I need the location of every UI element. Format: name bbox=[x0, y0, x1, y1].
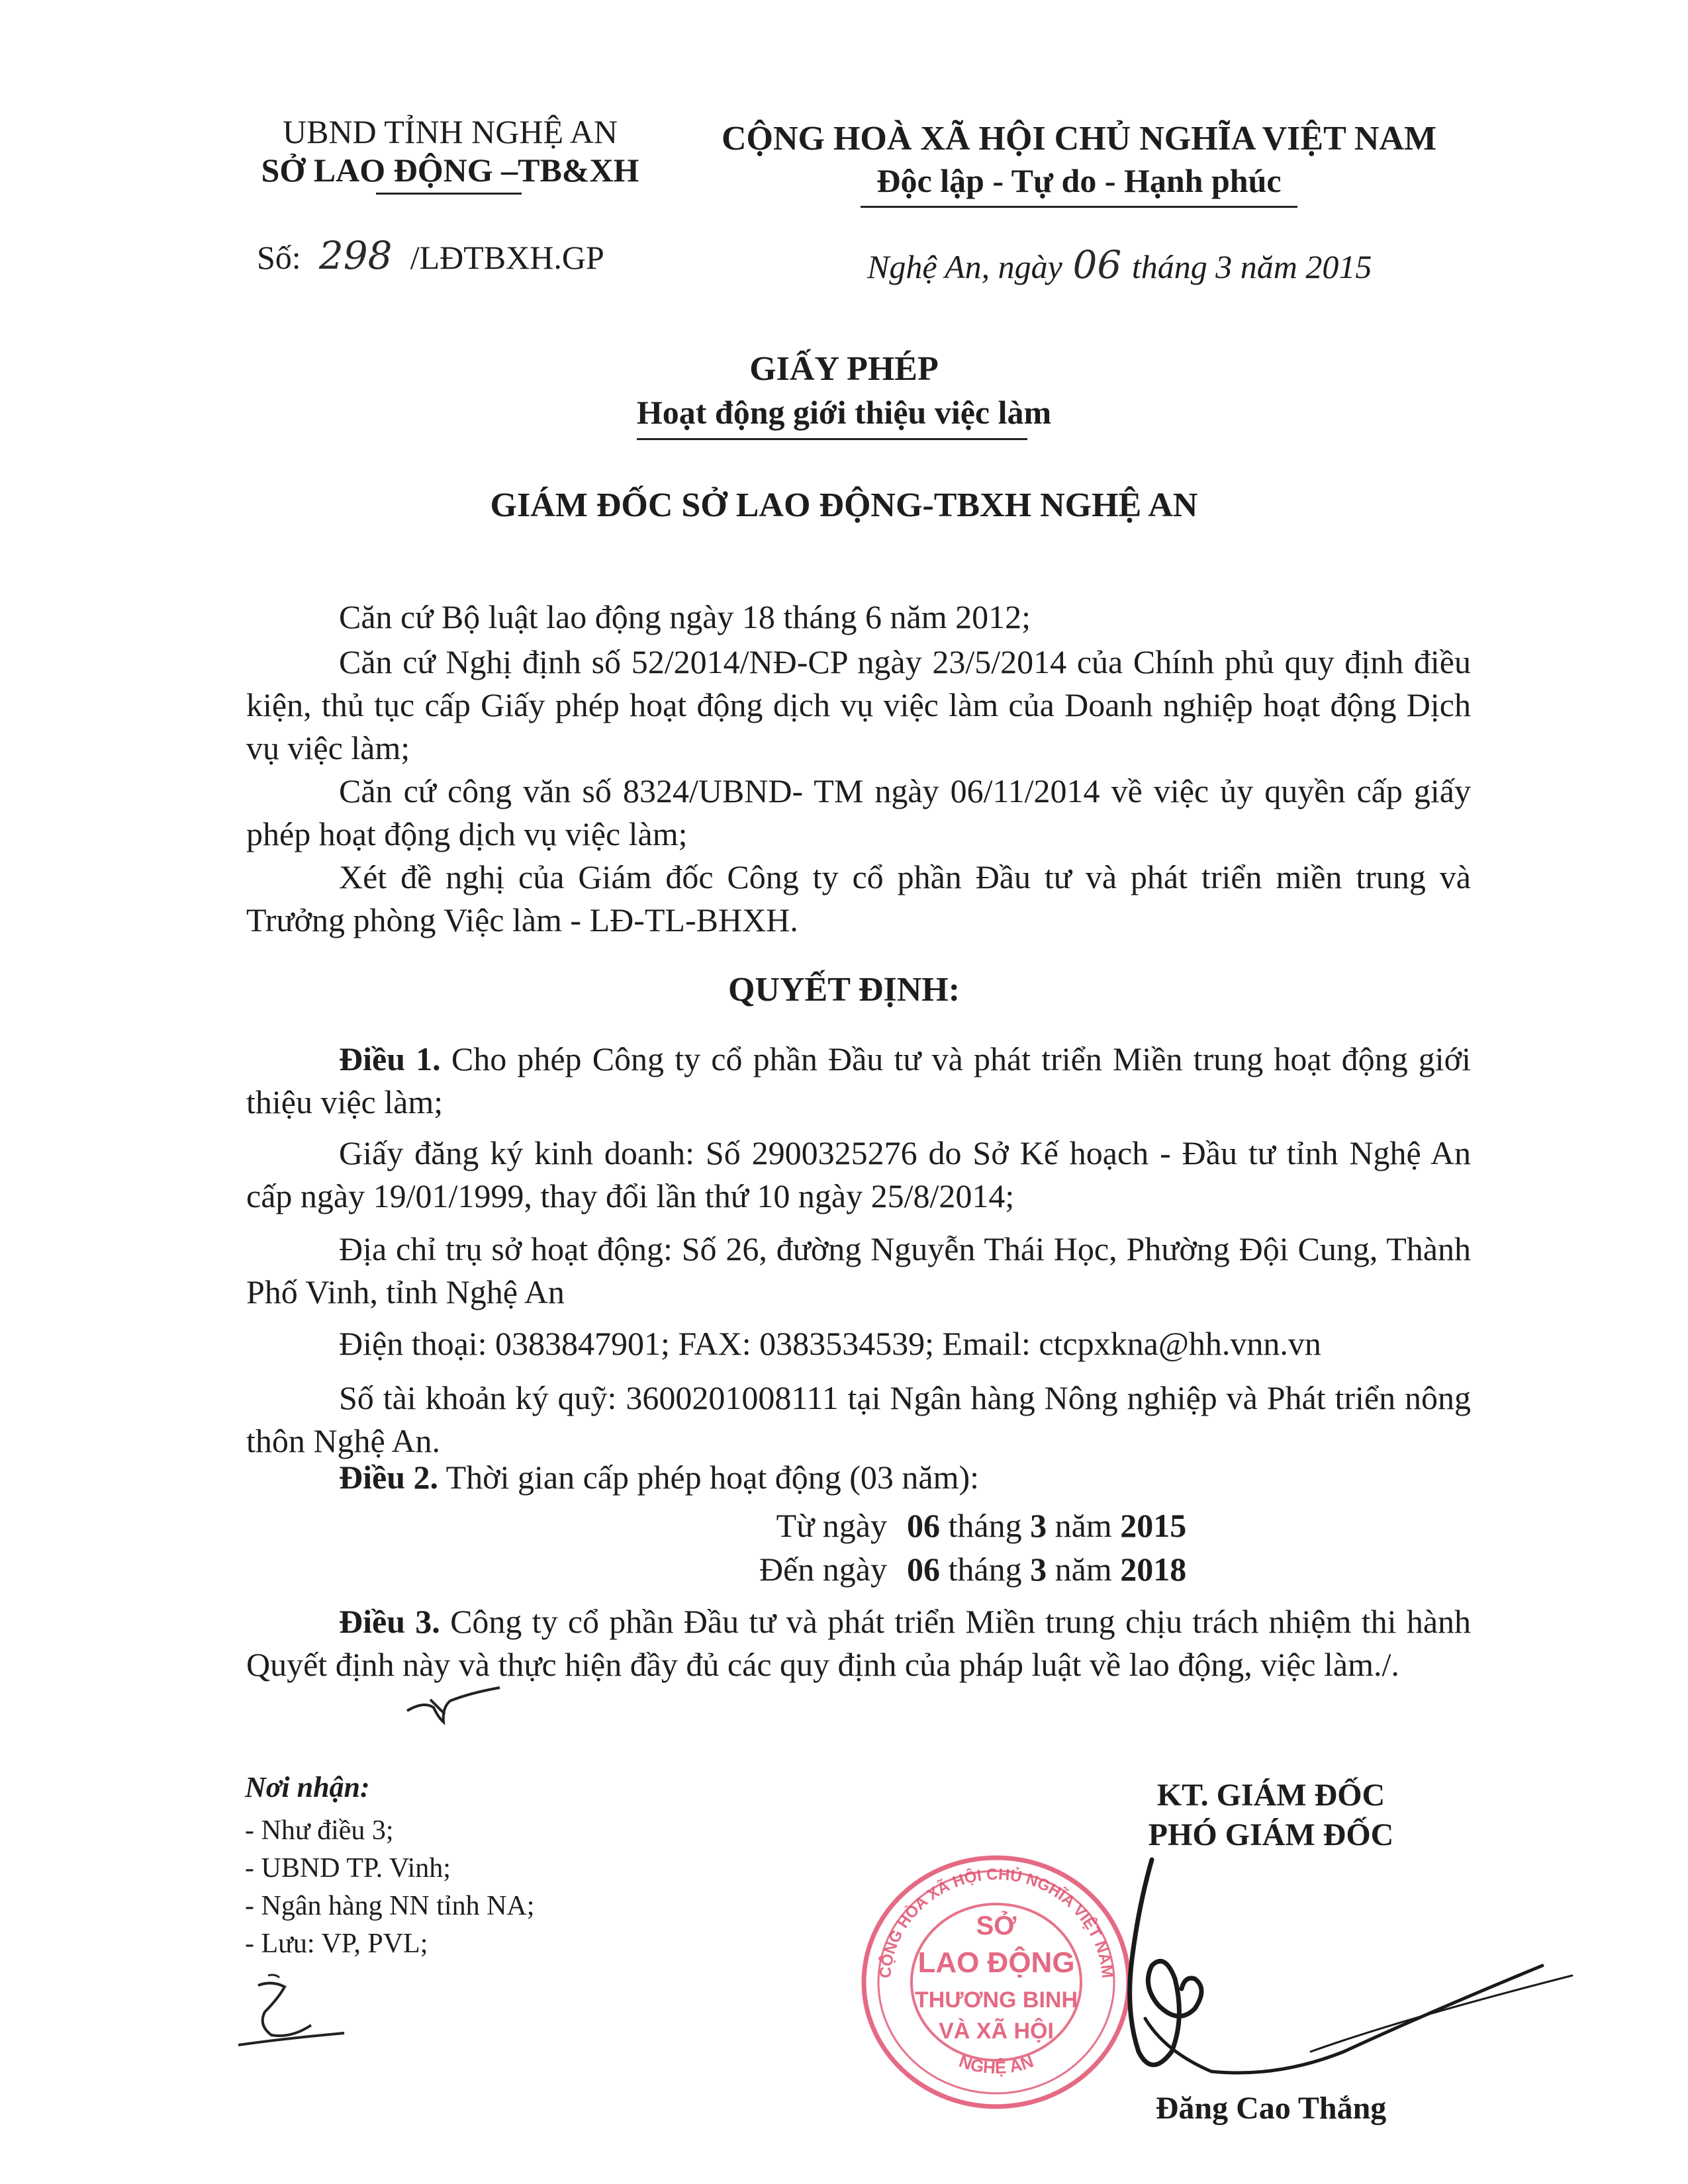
decision-heading: QUYẾT ĐỊNH: bbox=[727, 971, 961, 1009]
signature-title-1: KT. GIÁM ĐỐC bbox=[1156, 1778, 1385, 1813]
article-3 bbox=[246, 1600, 1471, 1686]
term-from-label: Từ ngày bbox=[776, 1507, 887, 1544]
article-1-label: Điều 1. bbox=[339, 1040, 441, 1077]
national-title: CỘNG HOÀ XÃ HỘI CHỦ NGHĨA VIỆT NAM bbox=[721, 120, 1437, 158]
agency-name: SỞ LAO ĐỘNG –TB&XH bbox=[261, 152, 639, 189]
doc-number-handwritten: 298 bbox=[318, 233, 393, 278]
doc-number-suffix: /LĐTBXH.GP bbox=[410, 239, 604, 276]
signature-title-2: PHÓ GIÁM ĐỐC bbox=[1148, 1817, 1394, 1852]
term-to bbox=[735, 1550, 1186, 1588]
document-subtitle: Hoạt động giới thiệu việc làm bbox=[636, 394, 1052, 431]
contact-info: Điện thoại: 0383847901; FAX: 0383534539; Email: ctcpxkna@hh.vnn.vn bbox=[339, 1325, 1321, 1362]
handwritten-signature-icon bbox=[1059, 1853, 1575, 2091]
article-2 bbox=[339, 1456, 979, 1499]
tick-mark-icon bbox=[404, 1681, 503, 1727]
svg-text:NGHỆ AN bbox=[957, 2051, 1036, 2077]
term-from-month: 3 bbox=[1030, 1507, 1047, 1544]
term-from-month-word: tháng bbox=[948, 1507, 1022, 1544]
term-from-year: 2015 bbox=[1120, 1507, 1187, 1544]
recipient-item: - Lưu: VP, PVL; bbox=[245, 1929, 428, 1959]
agency-underline bbox=[376, 193, 522, 195]
article-3-text: Công ty cổ phần Đầu tư và phát triển Miền trung chịu trách nhiệm thi hành Quyết định này và thực hiện đầy đủ các quy định của pháp luật về lao động, việc làm./. bbox=[246, 1603, 1472, 1683]
term-from-day: 06 bbox=[907, 1507, 940, 1544]
article-1 bbox=[246, 1038, 1471, 1124]
preamble-basis-1: Căn cứ Bộ luật lao động ngày 18 tháng 6 năm 2012; bbox=[339, 598, 1031, 635]
term-to-label: Đến ngày bbox=[759, 1551, 887, 1588]
seal-center-line: THƯƠNG BINH bbox=[914, 1987, 1078, 2013]
document-number bbox=[257, 233, 604, 278]
national-motto: Độc lập - Tự do - Hạnh phúc bbox=[876, 162, 1282, 199]
term-to-day: 06 bbox=[907, 1551, 940, 1588]
signer-name: Đăng Cao Thắng bbox=[1155, 2091, 1387, 2126]
recipient-item: - Như điều 3; bbox=[245, 1815, 394, 1846]
date-suffix: tháng 3 năm 2015 bbox=[1131, 248, 1372, 285]
title-underline bbox=[637, 438, 1027, 440]
term-from bbox=[735, 1506, 1186, 1545]
handwritten-initial-icon bbox=[218, 1972, 351, 2052]
recipient-item: - Ngân hàng NN tỉnh NA; bbox=[245, 1891, 535, 1921]
recipients-heading: Nơi nhận: bbox=[245, 1771, 370, 1803]
doc-number-prefix: Số: bbox=[257, 239, 301, 276]
term-to-month: 3 bbox=[1030, 1551, 1047, 1588]
article-2-label: Điều 2. bbox=[339, 1459, 438, 1496]
date-day-handwritten: 06 bbox=[1072, 242, 1122, 287]
term-to-year-word: năm bbox=[1055, 1551, 1112, 1588]
motto-underline bbox=[861, 206, 1297, 208]
business-address: Địa chỉ trụ sở hoạt động: Số 26, đường Nguyễn Thái Học, Phường Đội Cung, Thành Phố Vinh, tỉnh Nghệ An bbox=[246, 1230, 1471, 1310]
seal-bottom-text: NGHỆ AN bbox=[956, 2050, 1037, 2078]
business-registration: Giấy đăng ký kinh doanh: Số 2900325276 do Sở Kế hoạch - Đầu tư tỉnh Nghệ An cấp ngày 19/01/1999, thay đổi lần thứ 10 ngày 25/8/2014; bbox=[246, 1134, 1471, 1214]
article-2-text: Thời gian cấp phép hoạt động (03 năm): bbox=[445, 1459, 980, 1496]
article-1-text: Cho phép Công ty cổ phần Đầu tư và phát triển Miền trung hoạt động giới thiệu việc làm; bbox=[246, 1040, 1472, 1120]
seal-center-line: LAO ĐỘNG bbox=[917, 1946, 1075, 1979]
seal-ring-text: CỘNG HÒA XÃ HỘI CHỦ NGHĨA VIỆT NAM bbox=[876, 1865, 1117, 1979]
term-from-year-word: năm bbox=[1055, 1507, 1112, 1544]
date-prefix: Nghệ An, ngày bbox=[867, 248, 1062, 285]
seal-center-line: SỞ bbox=[976, 1911, 1017, 1940]
recipient-item: - UBND TP. Vinh; bbox=[245, 1853, 451, 1884]
date-line bbox=[867, 242, 1372, 287]
preamble-basis-3: Căn cứ công văn số 8324/UBND- TM ngày 06/11/2014 về việc ủy quyền cấp giấy phép hoạt động dịch vụ việc làm; bbox=[246, 772, 1471, 852]
issuing-authority: GIÁM ĐỐC SỞ LAO ĐỘNG-TBXH NGHỆ AN bbox=[490, 486, 1198, 524]
preamble-basis-4: Xét đề nghị của Giám đốc Công ty cổ phần Đầu tư và phát triển miền trung và Trưởng phòng Việc làm - LĐ-TL-BHXH. bbox=[246, 858, 1471, 938]
term-to-year: 2018 bbox=[1120, 1551, 1187, 1588]
deposit-account: Số tài khoản ký quỹ: 3600201008111 tại Ngân hàng Nông nghiệp và Phát triển nông thôn Nghệ An. bbox=[246, 1379, 1471, 1459]
seal-center-line: VÀ XÃ HỘI bbox=[939, 2019, 1054, 2044]
agency-parent: UBND TỈNH NGHỆ AN bbox=[282, 113, 618, 150]
document-title: GIẤY PHÉP bbox=[749, 350, 939, 388]
term-to-month-word: tháng bbox=[948, 1551, 1022, 1588]
preamble-basis-2: Căn cứ Nghị định số 52/2014/NĐ-CP ngày 23/5/2014 của Chính phủ quy định điều kiện, thủ tục cấp Giấy phép hoạt động dịch vụ việc làm của Doanh nghiệp hoạt động Dịch vụ việc làm; bbox=[246, 643, 1471, 766]
article-3-label: Điều 3. bbox=[339, 1603, 440, 1640]
